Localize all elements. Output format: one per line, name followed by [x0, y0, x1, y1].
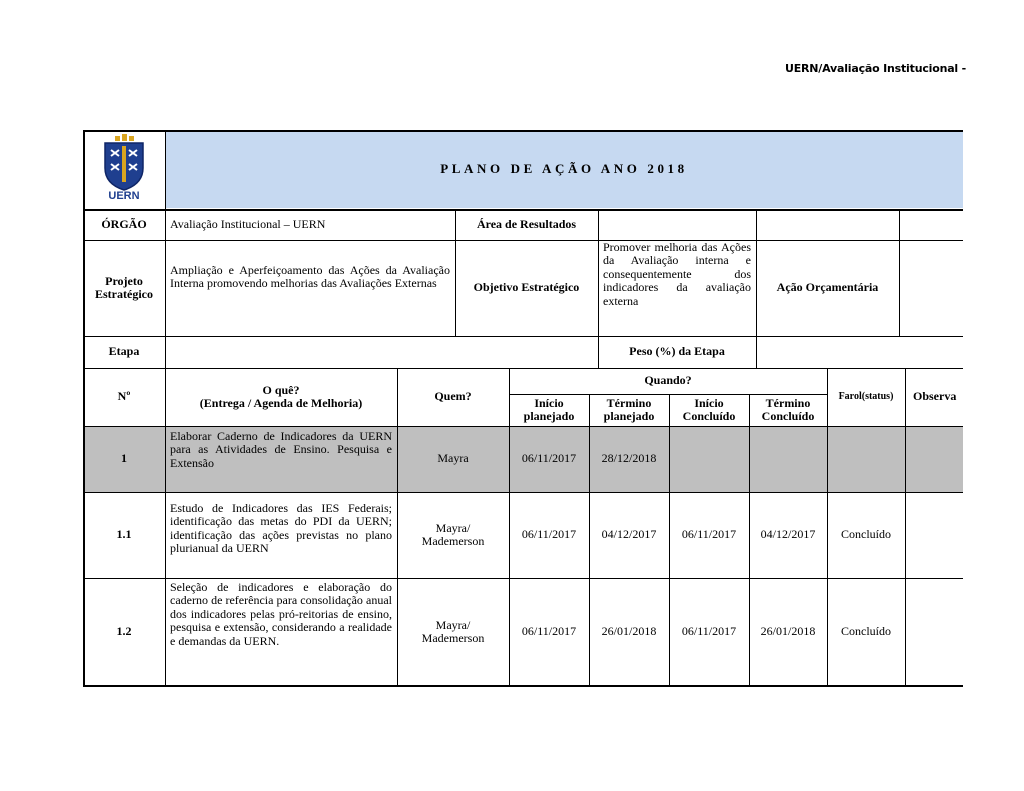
- rule: [83, 240, 963, 241]
- objetivo-estrategico-label: Objetivo Estratégico: [473, 280, 580, 295]
- logo-caption: UERN: [108, 190, 140, 202]
- row-1-1-termino-planejado: 04/12/2017: [601, 527, 657, 542]
- projeto-value: Ampliação e Aperfeiçoamento das Ações da Avaliação Interna promovendo melhorias das Avaliações Externas: [170, 263, 450, 291]
- projeto-label: Projeto Estratégico: [95, 273, 153, 301]
- col-farol-subtitle: (status): [861, 391, 894, 403]
- rule: [905, 368, 906, 687]
- orgao-value: Avaliação Institucional – UERN: [170, 217, 326, 232]
- rule: [83, 685, 963, 687]
- row-1-oque: Elaborar Caderno de Indicadores da UERN para as Atividades de Ensino. Pesquisa e Extensão: [170, 429, 392, 470]
- rule: [165, 130, 166, 687]
- col-quando: Quando?: [644, 373, 692, 388]
- rule: [749, 394, 750, 687]
- area-resultados-value: [598, 210, 756, 240]
- col-num: Nº: [117, 389, 131, 404]
- row-1-1-inicio-concluido: 06/11/2017: [681, 527, 737, 542]
- row-1-quem: Mayra: [437, 451, 469, 466]
- row-1-termino-planejado: 28/12/2018: [601, 451, 657, 466]
- rule: [669, 394, 670, 687]
- rule: [598, 209, 599, 368]
- col-oque-title: O quê?: [262, 382, 300, 397]
- row-1-2-num: 1.2: [116, 624, 132, 639]
- orgao-label: ÓRGÃO: [101, 217, 147, 232]
- row-1-1-quem: Mayra/ Mademerson: [421, 520, 485, 548]
- rule: [455, 209, 456, 336]
- col-farol-title: Farol: [838, 391, 862, 403]
- row-1-1-termino-concluido: 04/12/2017: [760, 527, 816, 542]
- row-1-2-termino-planejado: 26/01/2018: [601, 624, 657, 639]
- row-1-farol: [827, 426, 905, 492]
- running-header: UERN/Avaliação Institucional -: [784, 62, 966, 75]
- rule: [83, 209, 963, 211]
- col-observacao: Observa: [913, 389, 957, 404]
- col-oque: [165, 368, 397, 426]
- col-termino-concluido: Término Concluído: [761, 395, 815, 423]
- row-1-termino-concluido: [749, 426, 827, 492]
- col-termino-planejado: Término planejado: [603, 395, 655, 423]
- row-1-inicio-concluido: [669, 426, 749, 492]
- plan-title: PLANO DE AÇÃO ANO 2018: [440, 161, 688, 176]
- rule: [83, 578, 963, 579]
- row-1-2-inicio-concluido: 06/11/2017: [681, 624, 737, 639]
- rule: [509, 394, 827, 395]
- row-1-inicio-planejado: 06/11/2017: [521, 451, 577, 466]
- row-1-2-oque: Seleção de indicadores e elaboração do caderno de referência para consolidação anual dos indicadores pelas pró-reitorias de ensino, pesquisa e extensão, considerando a realidade e demandas da UERN.: [170, 580, 392, 648]
- rule: [827, 368, 828, 687]
- row-1-1-farol: Concluído: [841, 527, 891, 542]
- rule: [397, 368, 398, 687]
- rule: [589, 394, 590, 687]
- col-farol: [827, 368, 905, 426]
- row-1-2-inicio-planejado: 06/11/2017: [521, 624, 577, 639]
- row-1-1-inicio-planejado: 06/11/2017: [521, 527, 577, 542]
- row-1-2-farol: Concluído: [841, 624, 891, 639]
- col-inicio-concluido: Início Concluído: [682, 395, 736, 423]
- row-1-num: 1: [121, 451, 127, 466]
- rule: [83, 492, 963, 493]
- area-resultados-label: Área de Resultados: [476, 217, 577, 232]
- rule: [83, 336, 963, 337]
- row-1-1-oque: Estudo de Indicadores das IES Federais; identificação das metas do PDI da UERN; identificação das ações previstas no plano plurianual da UERN: [170, 501, 392, 556]
- col-oque-subtitle: (Entrega / Agenda de Melhoria): [199, 396, 363, 410]
- rule: [83, 426, 963, 427]
- rule: [83, 130, 85, 687]
- etapa-label: Etapa: [108, 344, 140, 359]
- rule: [83, 368, 963, 369]
- col-inicio-planejado: Início planejado: [523, 395, 575, 423]
- rule: [756, 209, 757, 368]
- row-1-2-quem: Mayra/ Mademerson: [421, 617, 485, 645]
- row-1-2-termino-concluido: 26/01/2018: [760, 624, 816, 639]
- rule: [83, 130, 963, 132]
- peso-etapa-label: Peso (%) da Etapa: [629, 344, 725, 359]
- col-quem: Quem?: [434, 389, 472, 404]
- acao-orcamentaria-label: Ação Orçamentária: [776, 280, 879, 295]
- objetivo-estrategico-value: Promover melhoria das Ações da Avaliação interna e consequentemente dos indicadores da avaliação externa: [603, 240, 751, 308]
- rule: [899, 209, 900, 336]
- rule: [509, 368, 510, 687]
- action-plan-table: [83, 130, 963, 688]
- row-1-1-num: 1.1: [116, 527, 132, 542]
